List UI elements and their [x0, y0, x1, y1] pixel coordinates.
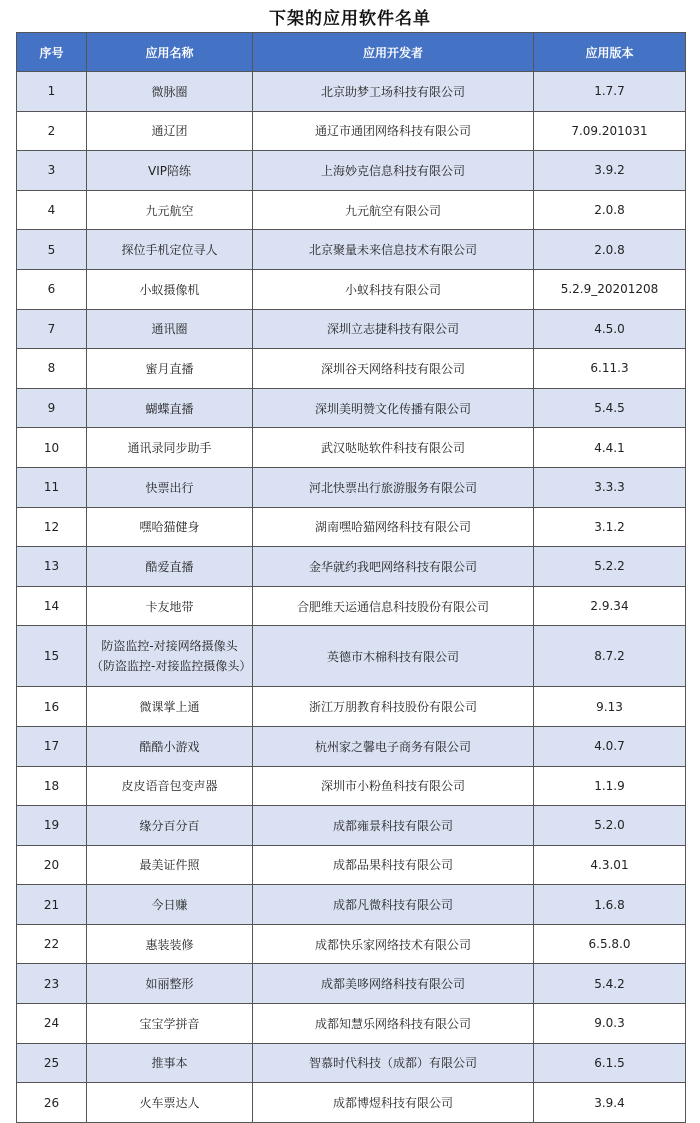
- app-name: 如丽整形: [87, 964, 253, 1004]
- app-version: 8.7.2: [534, 626, 686, 687]
- app-developer: 通辽市通团网络科技有限公司: [253, 111, 534, 151]
- app-version: 5.4.2: [534, 964, 686, 1004]
- app-name: 火车票达人: [87, 1083, 253, 1123]
- app-version: 5.2.2: [534, 547, 686, 587]
- app-version: 1.6.8: [534, 885, 686, 925]
- app-name: 嘿哈猫健身: [87, 507, 253, 547]
- app-developer: 深圳立志捷科技有限公司: [253, 309, 534, 349]
- app-name: 通辽团: [87, 111, 253, 151]
- row-number: 22: [17, 924, 87, 964]
- app-version: 9.0.3: [534, 1004, 686, 1044]
- table-row: [17, 349, 686, 389]
- table-row: [17, 1043, 686, 1083]
- row-number: 16: [17, 687, 87, 727]
- app-developer: 深圳市小粉鱼科技有限公司: [253, 766, 534, 806]
- app-developer: 深圳美明赞文化传播有限公司: [253, 388, 534, 428]
- app-developer: 小蚁科技有限公司: [253, 269, 534, 309]
- app-version: 6.5.8.0: [534, 924, 686, 964]
- app-name: 卡友地带: [87, 586, 253, 626]
- table-row: [17, 1004, 686, 1044]
- table-row: [17, 806, 686, 846]
- row-number: 25: [17, 1043, 87, 1083]
- row-number: 5: [17, 230, 87, 270]
- app-developer: 金华就约我吧网络科技有限公司: [253, 547, 534, 587]
- app-name: 探位手机定位寻人: [87, 230, 253, 270]
- app-name: 通讯录同步助手: [87, 428, 253, 468]
- row-number: 20: [17, 845, 87, 885]
- app-developer: 智慕时代科技（成都）有限公司: [253, 1043, 534, 1083]
- header-no: 序号: [17, 33, 87, 72]
- row-number: 10: [17, 428, 87, 468]
- table-row: [17, 726, 686, 766]
- app-version: 5.2.0: [534, 806, 686, 846]
- app-developer: 湖南嘿哈猫网络科技有限公司: [253, 507, 534, 547]
- header-developer: 应用开发者: [253, 33, 534, 72]
- row-number: 17: [17, 726, 87, 766]
- app-version: 3.1.2: [534, 507, 686, 547]
- app-developer: 成都知慧乐网络科技有限公司: [253, 1004, 534, 1044]
- table-row: [17, 687, 686, 727]
- table-row: [17, 507, 686, 547]
- app-name: 微脉圈: [87, 72, 253, 112]
- app-version: 2.0.8: [534, 230, 686, 270]
- row-number: 4: [17, 190, 87, 230]
- app-developer: 北京助梦工场科技有限公司: [253, 72, 534, 112]
- app-name: 微课掌上通: [87, 687, 253, 727]
- app-version: 1.1.9: [534, 766, 686, 806]
- app-name: 蜜月直播: [87, 349, 253, 389]
- row-number: 18: [17, 766, 87, 806]
- row-number: 12: [17, 507, 87, 547]
- table-row: [17, 388, 686, 428]
- app-version: 3.3.3: [534, 467, 686, 507]
- table-row: [17, 845, 686, 885]
- row-number: 9: [17, 388, 87, 428]
- table-row: [17, 766, 686, 806]
- app-developer: 成都凡微科技有限公司: [253, 885, 534, 925]
- app-version: 4.4.1: [534, 428, 686, 468]
- app-developer: 河北快票出行旅游服务有限公司: [253, 467, 534, 507]
- header-app-name: 应用名称: [87, 33, 253, 72]
- row-number: 24: [17, 1004, 87, 1044]
- app-name: 防盗监控-对接网络摄像头（防盗监控-对接监控摄像头）: [87, 626, 253, 687]
- app-version: 1.7.7: [534, 72, 686, 112]
- app-name: 酷爱直播: [87, 547, 253, 587]
- app-developer: 成都快乐家网络技术有限公司: [253, 924, 534, 964]
- app-version: 4.5.0: [534, 309, 686, 349]
- header-row: [17, 33, 686, 72]
- table-row: [17, 547, 686, 587]
- app-developer: 武汉哒哒软件科技有限公司: [253, 428, 534, 468]
- table-row: [17, 269, 686, 309]
- row-number: 13: [17, 547, 87, 587]
- table-row: [17, 964, 686, 1004]
- row-number: 19: [17, 806, 87, 846]
- app-developer: 九元航空有限公司: [253, 190, 534, 230]
- table-row: [17, 626, 686, 687]
- app-version: 3.9.4: [534, 1083, 686, 1123]
- row-number: 11: [17, 467, 87, 507]
- table-row: [17, 428, 686, 468]
- app-developer: 成都品果科技有限公司: [253, 845, 534, 885]
- app-version: 2.9.34: [534, 586, 686, 626]
- table-row: [17, 111, 686, 151]
- app-developer: 合肥维天运通信息科技股份有限公司: [253, 586, 534, 626]
- table-row: [17, 467, 686, 507]
- page-title: 下架的应用软件名单: [269, 9, 431, 29]
- table-row: [17, 924, 686, 964]
- app-name: 推事本: [87, 1043, 253, 1083]
- app-developer: 浙江万朋教育科技股份有限公司: [253, 687, 534, 727]
- app-version: 7.09.201031: [534, 111, 686, 151]
- apps-table: [16, 32, 686, 1123]
- row-number: 3: [17, 151, 87, 191]
- row-number: 6: [17, 269, 87, 309]
- app-developer: 北京聚量未来信息技术有限公司: [253, 230, 534, 270]
- row-number: 1: [17, 72, 87, 112]
- row-number: 21: [17, 885, 87, 925]
- table-row: [17, 230, 686, 270]
- app-developer: 成都博煜科技有限公司: [253, 1083, 534, 1123]
- app-name: 小蚁摄像机: [87, 269, 253, 309]
- app-name: 最美证件照: [87, 845, 253, 885]
- row-number: 23: [17, 964, 87, 1004]
- app-version: 6.1.5: [534, 1043, 686, 1083]
- table-row: [17, 586, 686, 626]
- app-developer: 英德市木棉科技有限公司: [253, 626, 534, 687]
- row-number: 26: [17, 1083, 87, 1123]
- app-version: 4.0.7: [534, 726, 686, 766]
- app-version: 5.4.5: [534, 388, 686, 428]
- app-name: 惠装装修: [87, 924, 253, 964]
- row-number: 7: [17, 309, 87, 349]
- app-name: 缘分百分百: [87, 806, 253, 846]
- app-version: 9.13: [534, 687, 686, 727]
- app-name: 酷酷小游戏: [87, 726, 253, 766]
- row-number: 14: [17, 586, 87, 626]
- row-number: 2: [17, 111, 87, 151]
- app-version: 5.2.9_20201208: [534, 269, 686, 309]
- table-body: [17, 72, 686, 1123]
- app-name: 今日赚: [87, 885, 253, 925]
- header-version: 应用版本: [534, 33, 686, 72]
- app-developer: 深圳谷天网络科技有限公司: [253, 349, 534, 389]
- app-name: VIP陪练: [87, 151, 253, 191]
- app-version: 3.9.2: [534, 151, 686, 191]
- app-developer: 杭州家之馨电子商务有限公司: [253, 726, 534, 766]
- app-name: 通讯圈: [87, 309, 253, 349]
- table-row: [17, 151, 686, 191]
- app-version: 2.0.8: [534, 190, 686, 230]
- app-version: 6.11.3: [534, 349, 686, 389]
- table-row: [17, 72, 686, 112]
- app-developer: 成都雍景科技有限公司: [253, 806, 534, 846]
- app-developer: 成都美哆网络科技有限公司: [253, 964, 534, 1004]
- table-row: [17, 885, 686, 925]
- row-number: 8: [17, 349, 87, 389]
- app-name: 宝宝学拼音: [87, 1004, 253, 1044]
- app-developer: 上海妙克信息科技有限公司: [253, 151, 534, 191]
- table-row: [17, 1083, 686, 1123]
- app-name: 蝴蝶直播: [87, 388, 253, 428]
- app-name: 九元航空: [87, 190, 253, 230]
- row-number: 15: [17, 626, 87, 687]
- app-name: 快票出行: [87, 467, 253, 507]
- table-row: [17, 309, 686, 349]
- app-version: 4.3.01: [534, 845, 686, 885]
- table-row: [17, 190, 686, 230]
- app-name: 皮皮语音包变声器: [87, 766, 253, 806]
